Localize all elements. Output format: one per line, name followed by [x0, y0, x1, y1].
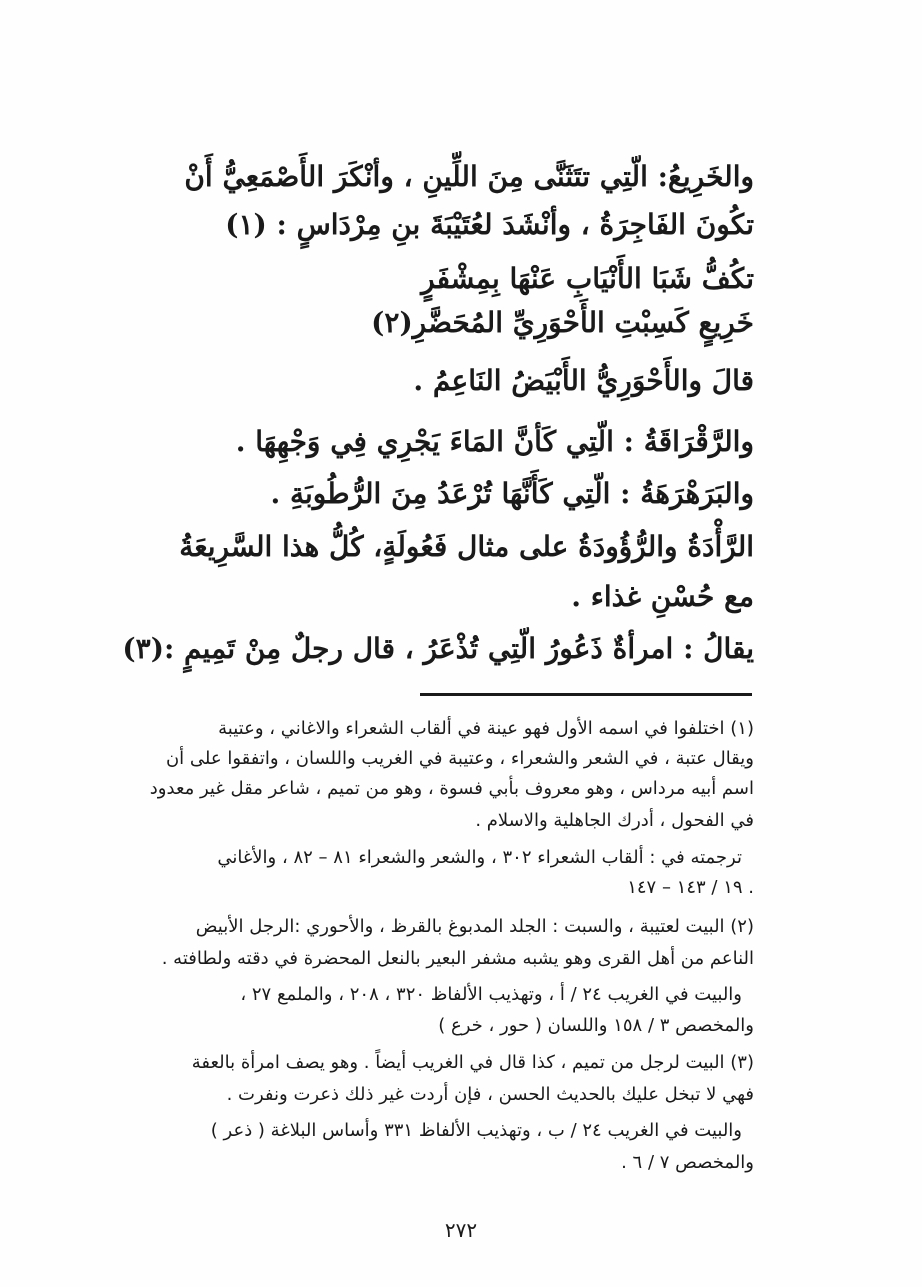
- main-line-7: والبَرَهْرَهَةُ : الّتِي كَأَنَّهَا تُرْعَدُ مِنَ الرُّطُوبَةِ .: [270, 477, 754, 510]
- verse-line-2: خَرِيعٍ كَسِبْتِ الأَحْوَرِيِّ المُحَضَّرِ(٢): [371, 306, 754, 339]
- footnote-line: ١٩ / ١٤٣ – ١٤٧ .: [627, 877, 754, 898]
- footnote-line: فهي لا تبخل عليك بالحديث الحسن ، فإن أردت غير ذلك ذعرت ونفرت .: [226, 1084, 754, 1105]
- main-line-5: قالَ والأَحْوَرِيُّ الأَبْيَضُ النَاعِمُ .: [413, 364, 754, 397]
- verse-line-1: تكُفُّ شَبَا الأَنْيَابِ عَنْهَا بِمِشْفَرٍ: [421, 262, 754, 295]
- footnote-line: في الفحول ، أدرك الجاهلية والاسلام .: [475, 810, 754, 831]
- footnote-line: اسم أبيه مرداس ، وهو معروف بأبي فسوة ، وهو من تميم ، شاعر مقل غير معدود: [149, 778, 754, 799]
- footnote-line: (١) اختلفوا في اسمه الأول فهو عينة في ألقاب الشعراء والاغاني ، وعتيبة: [218, 718, 754, 739]
- footnote-line: والمخصص ٧ / ٦ .: [621, 1152, 754, 1173]
- main-line-1: والخَرِيعُ: الّتِي تتَثَنَّى مِنَ اللِّينِ ، وأنْكَرَ الأَصْمَعِيُّ أَنْ: [184, 160, 754, 193]
- main-line-10: يقالُ : امرأةٌ ذَعُورُ الّتِي تُذْعَرُ ، قال رجلٌ مِنْ تَمِيمٍ :(٣): [122, 632, 754, 665]
- footnote-line: (٣) البيت لرجل من تميم ، كذا قال في الغريب أيضاً . وهو يصف امرأة بالعفة: [191, 1052, 754, 1073]
- page-number: ٢٧٢: [444, 1218, 478, 1242]
- footnote-line: والبيت في الغريب ٢٤ / أ ، وتهذيب الألفاظ ٣٢٠ ، ٢٠٨ ، والملمع ٢٧ ،: [240, 984, 742, 1005]
- main-line-8: الرَّأْدَةُ والرُّؤُودَةُ على مثال فَعُولَةٍ، كُلُّ هذا السَّرِيعَةُ: [179, 530, 754, 563]
- main-line-2: تكُونَ الفَاجِرَةُ ، وأنْشَدَ لعُتَيْبَةَ بنِ مِرْدَاسٍ : (١): [225, 208, 754, 241]
- footnote-line: الناعم من أهل القرى وهو يشبه مشفر البعير بالنعل المحضرة في دقته ولطافته .: [161, 948, 754, 969]
- main-line-9: مع حُسْنِ غذاء .: [571, 580, 754, 613]
- footnote-line: والمخصص ٣ / ١٥٨ واللسان ( حور ، خرع ): [438, 1015, 754, 1036]
- footnote-line: ترجمته في : ألقاب الشعراء ٣٠٢ ، والشعر والشعراء ٨١ – ٨٢ ، والأغاني: [217, 847, 742, 868]
- footnote-divider: [420, 693, 752, 696]
- main-line-6: والرَّقْرَاقَةُ : الّتِي كَأنَّ المَاءَ يَجْرِي فِي وَجْهِهَا .: [235, 425, 754, 458]
- footnote-line: ويقال عتبة ، في الشعر والشعراء ، وعتيبة في الغريب واللسان ، واتفقوا على أن: [165, 748, 754, 769]
- footnote-line: والبيت في الغريب ٢٤ / ب ، وتهذيب الألفاظ ٣٣١ وأساس البلاغة ( ذعر ): [210, 1120, 742, 1141]
- footnote-line: (٢) البيت لعتيبة ، والسبت : الجلد المدبوغ بالقرظ ، والأحوري :الرجل الأبيض: [195, 916, 754, 937]
